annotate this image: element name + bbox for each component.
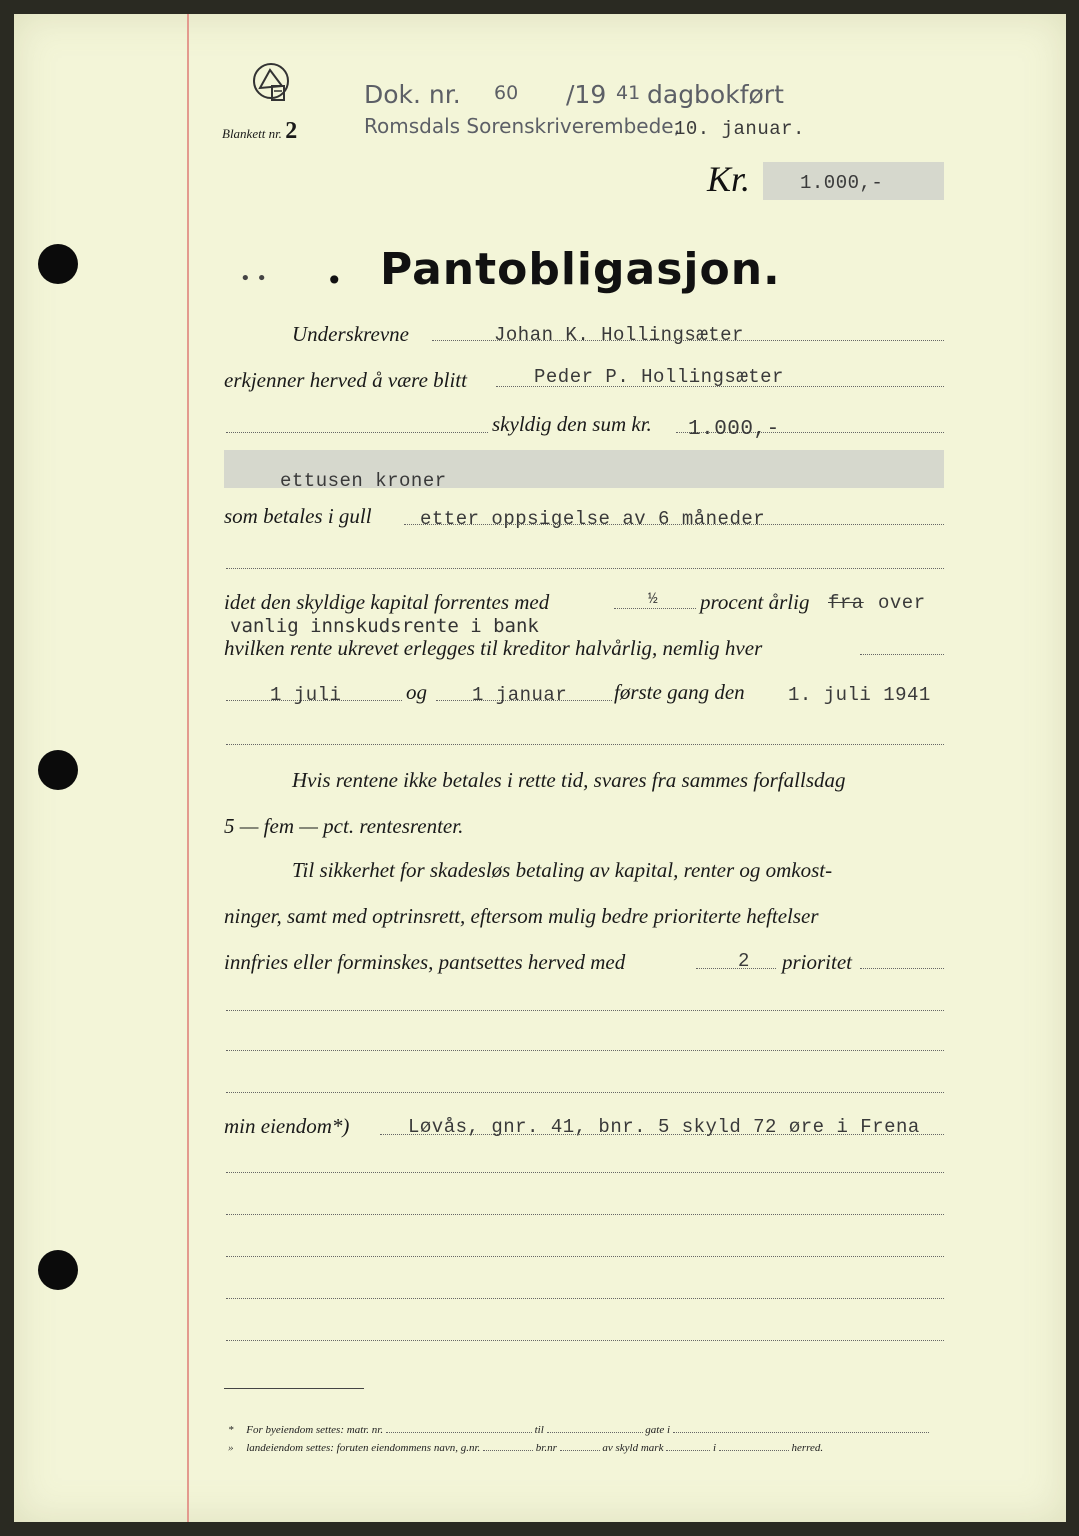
- footnote-1: * For byeiendom settes: matr. nr. til gate i: [228, 1424, 929, 1436]
- idet-rate: ½: [648, 590, 659, 608]
- hvis-line-1: Hvis rentene ikke betales i rette tid, svares fra sammes forfallsdag: [292, 768, 846, 792]
- kr-label: Kr.: [707, 159, 751, 199]
- margin-rule: [187, 14, 189, 1522]
- document-title: Pantobligasjon.: [380, 244, 781, 295]
- og-label: og: [406, 680, 427, 704]
- stamp-year-prefix: /19: [566, 80, 607, 109]
- emblem-icon: [250, 60, 296, 108]
- betales-value: etter oppsigelse av 6 måneder: [420, 508, 766, 530]
- stamp-doc-number: 60: [494, 82, 519, 104]
- punch-hole-middle: [38, 750, 78, 790]
- punch-hole-top: [38, 244, 78, 284]
- eiendom-value: Løvås, gnr. 41, bnr. 5 skyld 72 øre i Frena: [408, 1116, 920, 1138]
- blankett-label: Blankett nr.: [222, 126, 282, 141]
- punch-hole-bottom: [38, 1250, 78, 1290]
- stamp-dok-label: Dok. nr.: [364, 80, 461, 109]
- stamp-year: 41: [616, 82, 641, 104]
- date1-value: 1 juli: [270, 684, 342, 706]
- stamp-date: 10. januar.: [674, 118, 805, 140]
- prioritet-number: 2: [738, 950, 750, 972]
- over-value: over: [878, 592, 926, 614]
- footnote-2: » landeiendom settes: foruten eiendommens navn, g.nr. br.nr av skyld mark i herred.: [228, 1442, 824, 1454]
- prioritet-label: prioritet: [782, 950, 853, 974]
- til-line-3: innfries eller forminskes, pantsettes herved med: [224, 950, 626, 974]
- undersk-label: Underskrevne: [292, 322, 410, 346]
- undersk-value: Johan K. Hollingsæter: [494, 324, 744, 346]
- vanlig-value: vanlig innskudsrente i bank: [230, 615, 539, 637]
- erkj-label: erkjenner herved å være blitt: [224, 368, 467, 392]
- forste-label: første gang den: [614, 680, 745, 704]
- date2-value: 1 januar: [472, 684, 568, 706]
- first-date-value: 1. juli 1941: [788, 684, 931, 706]
- footnote-rule: [224, 1388, 364, 1389]
- blankett-number: 2: [285, 118, 298, 144]
- eiendom-label: min eiendom*): [224, 1114, 350, 1138]
- skyldig-label: skyldig den sum kr.: [492, 412, 652, 436]
- hvis-line-2: 5 — fem — pct. rentesrenter.: [224, 814, 464, 838]
- til-line-1: Til sikkerhet for skadesløs betaling av kapital, renter og omkost-: [292, 858, 833, 882]
- erkj-value: Peder P. Hollingsæter: [534, 366, 784, 388]
- hvilken-label: hvilken rente ukrevet erlegges til kreditor halvårlig, nemlig hver: [224, 636, 763, 660]
- fra-struck: fra: [828, 592, 864, 614]
- kr-amount: 1.000,-: [800, 172, 884, 194]
- betales-label: som betales i gull: [224, 504, 372, 528]
- skyldig-value: 1.000,-: [688, 418, 780, 441]
- idet-label: idet den skyldige kapital forrentes med: [224, 590, 550, 614]
- stamp-office: Romsdals Sorenskriverembede,: [364, 114, 680, 138]
- til-line-2: ninger, samt med optrinsrett, eftersom mulig bedre prioriterte heftelser: [224, 904, 819, 928]
- words-value: ettusen kroner: [280, 470, 447, 492]
- procent-label: procent årlig: [700, 590, 810, 614]
- stamp-dagbokfort: dagbokført: [647, 80, 784, 109]
